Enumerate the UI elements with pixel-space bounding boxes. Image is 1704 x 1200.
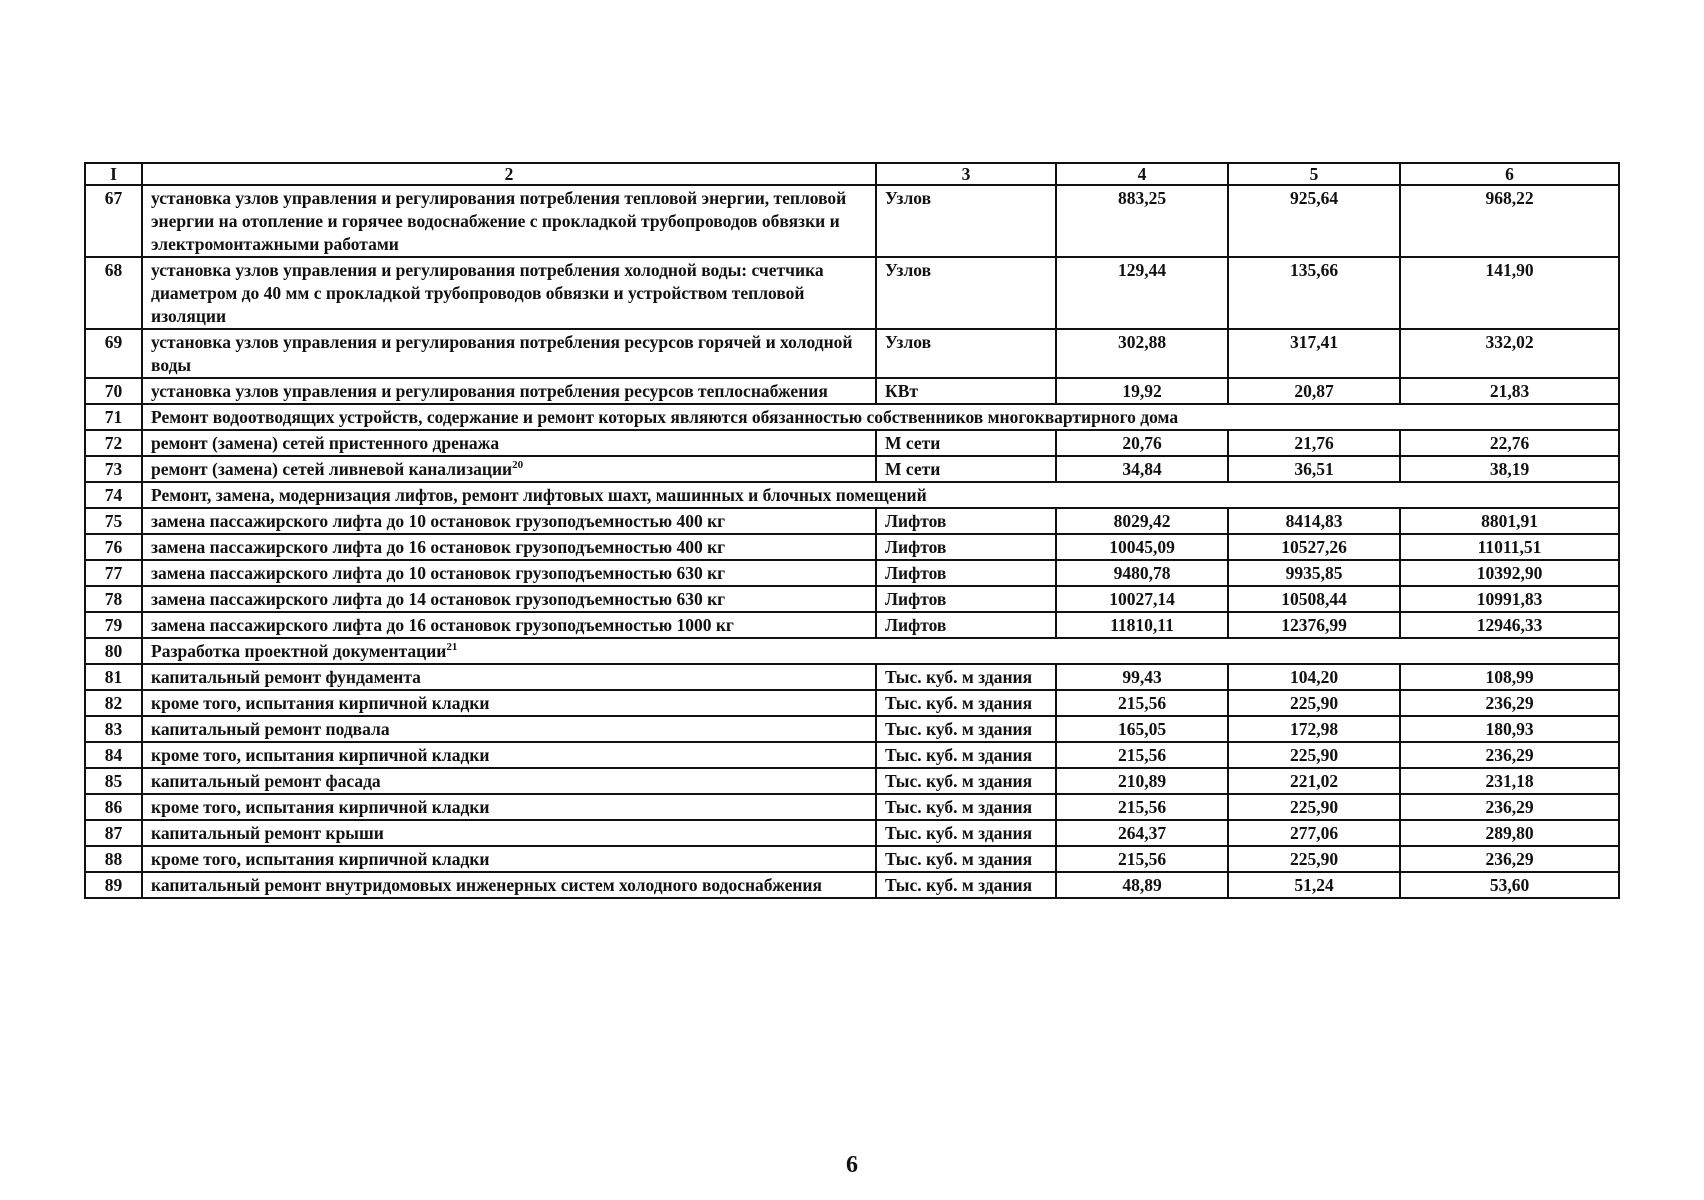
value-col-4: 9480,78 <box>1056 560 1228 586</box>
section-title <box>142 482 1619 508</box>
value-col-6: 236,29 <box>1400 794 1619 820</box>
table-row <box>85 690 1619 716</box>
value-col-5: 21,76 <box>1228 430 1400 456</box>
work-description <box>142 586 876 612</box>
row-number: 79 <box>85 612 142 638</box>
unit-of-measure: Лифтов <box>876 586 1056 612</box>
table-row <box>85 820 1619 846</box>
work-description-text: замена пассажирского лифта до 16 остановок грузоподъемностью 400 кг <box>151 537 726 557</box>
unit-of-measure: Тыс. куб. м здания <box>876 846 1056 872</box>
row-number: 68 <box>85 257 142 329</box>
work-description-text: кроме того, испытания кирпичной кладки <box>151 745 490 765</box>
value-col-4: 215,56 <box>1056 794 1228 820</box>
table-row <box>85 329 1619 378</box>
work-description <box>142 329 876 378</box>
unit-of-measure: Узлов <box>876 329 1056 378</box>
work-description <box>142 185 876 257</box>
row-number: 77 <box>85 560 142 586</box>
unit-of-measure: М сети <box>876 430 1056 456</box>
value-col-6: 968,22 <box>1400 185 1619 257</box>
value-col-6: 236,29 <box>1400 846 1619 872</box>
section-row <box>85 404 1619 430</box>
work-description <box>142 456 876 482</box>
header-cell-2: 2 <box>142 163 876 185</box>
work-description-text: капитальный ремонт подвала <box>151 719 390 739</box>
table-row <box>85 508 1619 534</box>
work-description <box>142 378 876 404</box>
value-col-4: 165,05 <box>1056 716 1228 742</box>
value-col-6: 21,83 <box>1400 378 1619 404</box>
table-row <box>85 185 1619 257</box>
value-col-5: 104,20 <box>1228 664 1400 690</box>
work-description-text: ремонт (замена) сетей пристенного дренажа <box>151 433 500 453</box>
work-description <box>142 430 876 456</box>
work-description <box>142 508 876 534</box>
value-col-5: 10508,44 <box>1228 586 1400 612</box>
page-number: 6 <box>846 1152 858 1178</box>
value-col-6: 10392,90 <box>1400 560 1619 586</box>
value-col-4: 48,89 <box>1056 872 1228 898</box>
work-description <box>142 690 876 716</box>
work-description-text: замена пассажирского лифта до 10 остановок грузоподъемностью 630 кг <box>151 563 726 583</box>
work-description <box>142 872 876 898</box>
row-number: 71 <box>85 404 142 430</box>
value-col-4: 210,89 <box>1056 768 1228 794</box>
header-cell-5: 5 <box>1228 163 1400 185</box>
value-col-5: 10527,26 <box>1228 534 1400 560</box>
work-description <box>142 534 876 560</box>
value-col-4: 10027,14 <box>1056 586 1228 612</box>
table-row <box>85 742 1619 768</box>
row-number: 67 <box>85 185 142 257</box>
section-title <box>142 638 1619 664</box>
work-description <box>142 768 876 794</box>
work-description <box>142 612 876 638</box>
value-col-5: 221,02 <box>1228 768 1400 794</box>
work-description <box>142 820 876 846</box>
value-col-5: 225,90 <box>1228 794 1400 820</box>
row-number: 73 <box>85 456 142 482</box>
value-col-6: 8801,91 <box>1400 508 1619 534</box>
table-row <box>85 560 1619 586</box>
footnote-ref: 20 <box>512 459 524 472</box>
unit-of-measure: Узлов <box>876 185 1056 257</box>
work-description <box>142 716 876 742</box>
row-number: 81 <box>85 664 142 690</box>
header-cell-3: 3 <box>876 163 1056 185</box>
value-col-5: 36,51 <box>1228 456 1400 482</box>
value-col-5: 277,06 <box>1228 820 1400 846</box>
work-description-text: замена пассажирского лифта до 10 остановок грузоподъемностью 400 кг <box>151 511 726 531</box>
work-description-text: установка узлов управления и регулирования потребления тепловой энергии, тепловой энергии на отопление и горячее водоснабжение с прокладкой трубопроводов обвязки и электромонтажными работами <box>151 188 847 254</box>
row-number: 84 <box>85 742 142 768</box>
work-description-text: установка узлов управления и регулирования потребления ресурсов горячей и холодной воды <box>151 332 853 375</box>
value-col-5: 317,41 <box>1228 329 1400 378</box>
value-col-4: 215,56 <box>1056 846 1228 872</box>
value-col-5: 925,64 <box>1228 185 1400 257</box>
table-row <box>85 612 1619 638</box>
value-col-4: 11810,11 <box>1056 612 1228 638</box>
section-title <box>142 404 1619 430</box>
unit-of-measure: Тыс. куб. м здания <box>876 742 1056 768</box>
section-title-text: Ремонт водоотводящих устройств, содержание и ремонт которых являются обязанностью собственников многоквартирного дома <box>151 407 1179 427</box>
work-description-text: кроме того, испытания кирпичной кладки <box>151 797 490 817</box>
unit-of-measure: Узлов <box>876 257 1056 329</box>
work-description <box>142 846 876 872</box>
section-row <box>85 482 1619 508</box>
value-col-6: 231,18 <box>1400 768 1619 794</box>
work-description-text: установка узлов управления и регулирования потребления ресурсов теплоснабжения <box>151 381 828 401</box>
value-col-6: 236,29 <box>1400 690 1619 716</box>
work-description-text: установка узлов управления и регулирования потребления холодной воды: счетчика диаметром до 40 мм с прокладкой трубопроводов обвязки и устройством тепловой изоляции <box>151 260 824 326</box>
row-number: 70 <box>85 378 142 404</box>
work-description-text: кроме того, испытания кирпичной кладки <box>151 693 490 713</box>
unit-of-measure: Лифтов <box>876 508 1056 534</box>
row-number: 76 <box>85 534 142 560</box>
section-row <box>85 638 1619 664</box>
work-description-text: капитальный ремонт крыши <box>151 823 384 843</box>
unit-of-measure: Тыс. куб. м здания <box>876 794 1056 820</box>
table-row <box>85 846 1619 872</box>
value-col-4: 19,92 <box>1056 378 1228 404</box>
row-number: 74 <box>85 482 142 508</box>
value-col-4: 34,84 <box>1056 456 1228 482</box>
value-col-5: 9935,85 <box>1228 560 1400 586</box>
value-col-5: 8414,83 <box>1228 508 1400 534</box>
value-col-6: 180,93 <box>1400 716 1619 742</box>
row-number: 83 <box>85 716 142 742</box>
work-description <box>142 794 876 820</box>
table-row <box>85 456 1619 482</box>
value-col-6: 108,99 <box>1400 664 1619 690</box>
table-row <box>85 716 1619 742</box>
value-col-4: 20,76 <box>1056 430 1228 456</box>
unit-of-measure: КВт <box>876 378 1056 404</box>
header-cell-1: I <box>85 163 142 185</box>
unit-of-measure: Тыс. куб. м здания <box>876 768 1056 794</box>
row-number: 86 <box>85 794 142 820</box>
value-col-5: 225,90 <box>1228 846 1400 872</box>
table-row <box>85 430 1619 456</box>
value-col-4: 10045,09 <box>1056 534 1228 560</box>
table-row <box>85 664 1619 690</box>
work-description <box>142 560 876 586</box>
table-row <box>85 534 1619 560</box>
value-col-5: 51,24 <box>1228 872 1400 898</box>
work-description <box>142 742 876 768</box>
row-number: 69 <box>85 329 142 378</box>
value-col-5: 225,90 <box>1228 690 1400 716</box>
value-col-6: 11011,51 <box>1400 534 1619 560</box>
rates-table-body <box>85 163 1619 898</box>
value-col-4: 99,43 <box>1056 664 1228 690</box>
row-number: 82 <box>85 690 142 716</box>
work-description <box>142 257 876 329</box>
table-row <box>85 257 1619 329</box>
table-row <box>85 586 1619 612</box>
section-title-text: Разработка проектной документации <box>151 641 447 661</box>
value-col-5: 20,87 <box>1228 378 1400 404</box>
value-col-6: 10991,83 <box>1400 586 1619 612</box>
unit-of-measure: Лифтов <box>876 534 1056 560</box>
row-number: 78 <box>85 586 142 612</box>
row-number: 72 <box>85 430 142 456</box>
work-description-text: капитальный ремонт фасада <box>151 771 381 791</box>
row-number: 89 <box>85 872 142 898</box>
table-row <box>85 794 1619 820</box>
value-col-5: 172,98 <box>1228 716 1400 742</box>
footnote-ref: 21 <box>446 641 458 654</box>
work-description <box>142 664 876 690</box>
work-description-text: капитальный ремонт внутридомовых инженерных систем холодного водоснабжения <box>151 875 822 895</box>
work-description-text: кроме того, испытания кирпичной кладки <box>151 849 490 869</box>
value-col-4: 264,37 <box>1056 820 1228 846</box>
header-row <box>85 163 1619 185</box>
table-row <box>85 378 1619 404</box>
row-number: 85 <box>85 768 142 794</box>
value-col-6: 289,80 <box>1400 820 1619 846</box>
row-number: 75 <box>85 508 142 534</box>
value-col-6: 38,19 <box>1400 456 1619 482</box>
work-description-text: капитальный ремонт фундамента <box>151 667 421 687</box>
work-description-text: ремонт (замена) сетей ливневой канализации <box>151 459 513 479</box>
value-col-5: 225,90 <box>1228 742 1400 768</box>
unit-of-measure: Тыс. куб. м здания <box>876 690 1056 716</box>
value-col-6: 236,29 <box>1400 742 1619 768</box>
unit-of-measure: Тыс. куб. м здания <box>876 716 1056 742</box>
row-number: 80 <box>85 638 142 664</box>
rates-table <box>84 162 1620 899</box>
value-col-4: 129,44 <box>1056 257 1228 329</box>
table-row <box>85 768 1619 794</box>
value-col-5: 12376,99 <box>1228 612 1400 638</box>
work-description-text: замена пассажирского лифта до 16 остановок грузоподъемностью 1000 кг <box>151 615 734 635</box>
row-number: 88 <box>85 846 142 872</box>
value-col-6: 12946,33 <box>1400 612 1619 638</box>
work-description-text: замена пассажирского лифта до 14 остановок грузоподъемностью 630 кг <box>151 589 726 609</box>
value-col-4: 8029,42 <box>1056 508 1228 534</box>
value-col-4: 883,25 <box>1056 185 1228 257</box>
unit-of-measure: Лифтов <box>876 560 1056 586</box>
value-col-6: 22,76 <box>1400 430 1619 456</box>
value-col-6: 53,60 <box>1400 872 1619 898</box>
value-col-5: 135,66 <box>1228 257 1400 329</box>
value-col-4: 302,88 <box>1056 329 1228 378</box>
value-col-6: 332,02 <box>1400 329 1619 378</box>
unit-of-measure: Тыс. куб. м здания <box>876 664 1056 690</box>
value-col-6: 141,90 <box>1400 257 1619 329</box>
row-number: 87 <box>85 820 142 846</box>
value-col-4: 215,56 <box>1056 742 1228 768</box>
table-row <box>85 872 1619 898</box>
header-cell-6: 6 <box>1400 163 1619 185</box>
value-col-4: 215,56 <box>1056 690 1228 716</box>
unit-of-measure: Тыс. куб. м здания <box>876 872 1056 898</box>
unit-of-measure: Тыс. куб. м здания <box>876 820 1056 846</box>
section-title-text: Ремонт, замена, модернизация лифтов, ремонт лифтовых шахт, машинных и блочных помещений <box>151 485 927 505</box>
unit-of-measure: М сети <box>876 456 1056 482</box>
header-cell-4: 4 <box>1056 163 1228 185</box>
unit-of-measure: Лифтов <box>876 612 1056 638</box>
